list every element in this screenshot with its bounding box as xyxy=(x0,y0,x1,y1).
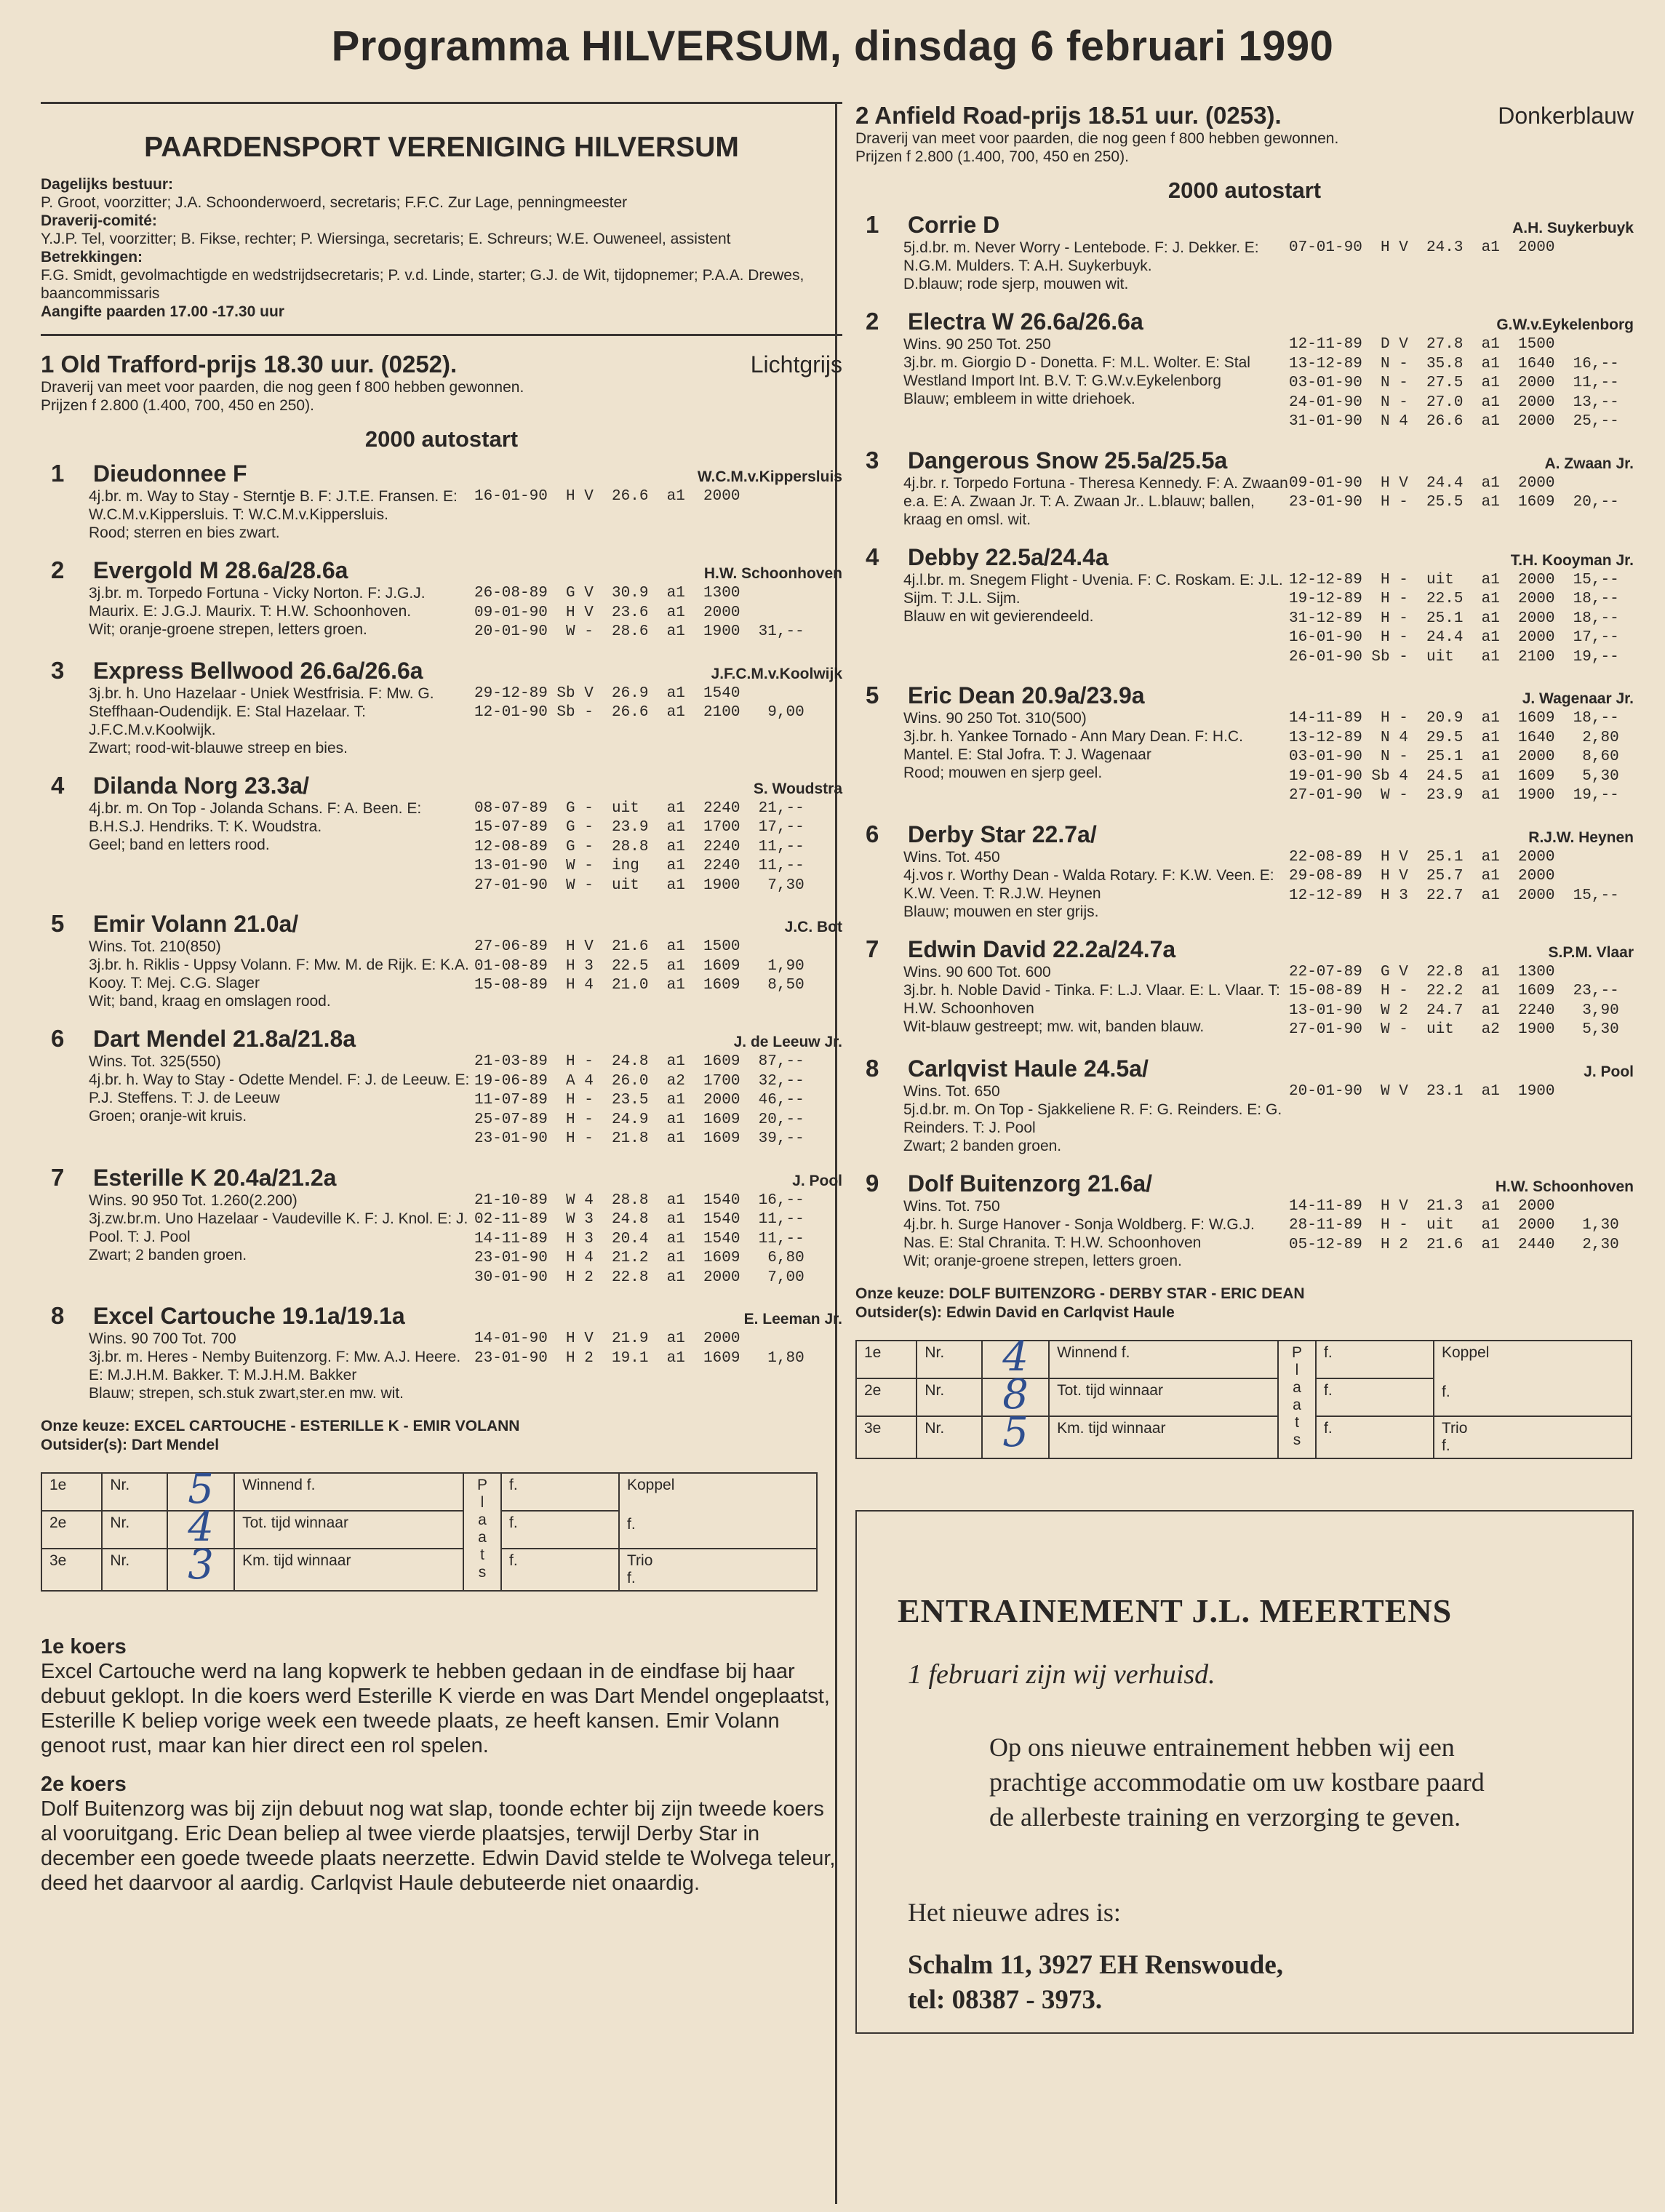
koers1-text: Excel Cartouche werd na lang kopwerk te hebben gedaan in de eindfase bij haar debuut geklopt. In die koers werd Esterille K vierde en was Dart Mendel ongeplaatst, Esterille K beliep vorige week een tweede plaats, ze heeft kansen. Emir Volann genoot rust, maar kan hier direct een rol spelen. xyxy=(41,1660,830,1757)
horse-body xyxy=(903,239,1634,293)
form-position: 2e xyxy=(41,1511,102,1549)
horse-desc-line: Wins. 90 600 Tot. 600 xyxy=(903,963,1051,981)
horse-name: Evergold M 28.6a/28.6a xyxy=(93,557,348,583)
race1-horse-entry xyxy=(41,772,842,896)
form-field-label: Tot. tijd winnaar xyxy=(1049,1378,1278,1416)
horse-results: 27-06-89 H V 21.6 a1 1500 01-08-89 H 3 22.5 a1 1609 1,90 15-08-89 H 4 21.0 a1 1609 8,50 xyxy=(474,938,804,994)
form-position: 2e xyxy=(856,1378,917,1416)
race1-prizes: Prijzen f 2.800 (1.400, 700, 450 en 250). xyxy=(41,397,314,414)
horse-results: 21-03-89 H - 24.8 a1 1609 87,-- 19-06-89 A 4 26.0 a2 1700 32,-- 11-07-89 H - 23.5 a1 2000 46,-- 25-07-89 H - 24.9 a1 1609 20,-- 23-01-90 H - 21.8 a1 1609 39,-- xyxy=(474,1053,804,1147)
form-field-label: Winnend f. xyxy=(1049,1341,1278,1378)
horse-header xyxy=(855,1170,1634,1197)
horse-trainer: J. Wagenaar Jr. xyxy=(1522,690,1634,707)
horse-name: Edwin David 22.2a/24.7a xyxy=(908,935,1176,962)
bestuur-label: Dagelijks bestuur: xyxy=(41,176,174,193)
horse-name: Electra W 26.6a/26.6a xyxy=(908,308,1143,335)
horse-name: Debby 22.5a/24.4a xyxy=(908,543,1109,570)
horse-body xyxy=(89,684,842,757)
race2-form-row xyxy=(856,1416,1632,1458)
form-nr-label: Nr. xyxy=(102,1549,167,1591)
race2-description xyxy=(855,129,1634,166)
horse-header xyxy=(41,1164,842,1191)
form-trio-label: Trio xyxy=(627,1552,653,1569)
race1-horse-entry xyxy=(41,556,842,642)
horse-number: 8 xyxy=(866,1054,879,1082)
horse-name: Dieudonnee F xyxy=(93,460,247,487)
form-field-label: Tot. tijd winnaar xyxy=(234,1511,463,1549)
horse-results: 20-01-90 W V 23.1 a1 1900 xyxy=(1289,1082,1555,1100)
race2-horse-entry xyxy=(855,543,1634,668)
bestuur-text: P. Groot, voorzitter; J.A. Schoonderwoerd, secretaris; F.F.C. Zur Lage, penningmeester xyxy=(41,194,628,211)
horse-results: 22-08-89 H V 25.1 a1 2000 29-08-89 H V 25.7 a1 2000 12-12-89 H 3 22.7 a1 2000 15,-- xyxy=(1289,848,1619,904)
horse-desc-line: 4j.br. m. Way to Stay - Sterntje B. F: J.T.E. Fransen. E: W.C.M.v.Kippersluis. T: W.C.M.v.Kippersluis. xyxy=(89,488,458,523)
race2-keuze xyxy=(855,1285,1634,1322)
horse-number: 3 xyxy=(51,656,65,684)
form-plaats-value: f. xyxy=(501,1473,619,1511)
horse-trainer: H.W. Schoonhoven xyxy=(1495,1178,1634,1195)
horse-number: 7 xyxy=(866,935,879,962)
horse-trainer: S. Woudstra xyxy=(753,780,842,797)
horse-body xyxy=(903,335,1634,432)
ad-address xyxy=(908,1948,1283,2018)
horse-desc-line: 4j.br. m. On Top - Jolanda Schans. F: A. Been. E: B.H.S.J. Hendriks. T: K. Woudstra. xyxy=(89,799,422,835)
race2-horse-entry xyxy=(855,211,1634,293)
horse-body xyxy=(903,963,1634,1040)
race1-desc-line: Draverij van meet voor paarden, die nog geen f 800 hebben gewonnen. xyxy=(41,379,524,396)
handwritten-number: 4 xyxy=(188,1504,214,1551)
koers2-title: 2e koers xyxy=(41,1773,127,1796)
horse-desc-line: Blauw; mouwen en ster grijs. xyxy=(903,903,1099,920)
handwritten-number: 4 xyxy=(1002,1333,1029,1381)
left-column xyxy=(41,102,842,1896)
horse-description xyxy=(89,684,474,757)
horse-desc-line: Wins. 90 950 Tot. 1.260(2.200) xyxy=(89,1191,298,1209)
horse-desc-line: 4j.br. h. Way to Stay - Odette Mendel. F: J. de Leeuw. E: P.J. Steffens. T: J. de Leeuw xyxy=(89,1071,470,1106)
horse-header xyxy=(41,657,842,684)
race1-title: 1 Old Trafford-prijs 18.30 uur. (0252). xyxy=(41,351,458,378)
entrainement-advertisement xyxy=(855,1510,1634,2034)
race2-keuze-text: Onze keuze: DOLF BUITENZORG - DERBY STAR - ERIC DEAN xyxy=(855,1285,1305,1302)
form-plaats-value: f. xyxy=(501,1511,619,1549)
horse-desc-line: Wins. Tot. 750 xyxy=(903,1197,1000,1215)
form-field-label: Winnend f. xyxy=(234,1473,463,1511)
race2-horse-entry xyxy=(855,308,1634,432)
form-nr-label: Nr. xyxy=(102,1511,167,1549)
race1-form-row xyxy=(41,1473,817,1511)
form-plaats-value: f. xyxy=(1316,1416,1434,1458)
page-title: Programma HILVERSUM, dinsdag 6 februari 1990 xyxy=(331,23,1334,70)
horse-trainer: S.P.M. Vlaar xyxy=(1548,943,1634,961)
race2-title: 2 Anfield Road-prijs 18.51 uur. (0253). xyxy=(855,102,1282,129)
betrekkingen-text: F.G. Smidt, gevolmachtigde en wedstrijdsecretaris; P. v.d. Linde, starter; G.J. de Wit, tijdopnemer; P.A.A. Drewes, baancommissaris xyxy=(41,267,804,302)
horse-name: Emir Volann 21.0a/ xyxy=(93,911,299,937)
horse-desc-line: Wins. Tot. 650 xyxy=(903,1082,1000,1100)
form-plaats-value: f. xyxy=(1316,1341,1434,1378)
horse-description xyxy=(89,1330,474,1402)
horse-desc-line: Zwart; 2 banden groen. xyxy=(903,1137,1062,1154)
horse-desc-line: Groen; oranje-wit kruis. xyxy=(89,1108,247,1125)
horse-desc-line: 3j.br. m. Heres - Nemby Buitenzorg. F: Mw. A.J. Heere. E: M.J.H.M. Bakker. T: M.J.H.M. Bakker xyxy=(89,1349,461,1384)
horse-body xyxy=(89,1053,842,1149)
horse-name: Eric Dean 20.9a/23.9a xyxy=(908,682,1145,708)
form-trio-cell xyxy=(619,1549,817,1591)
form-nr-label: Nr. xyxy=(917,1341,982,1378)
horse-number: 1 xyxy=(51,460,65,487)
horse-results: 14-11-89 H - 20.9 a1 1609 18,-- 13-12-89 N 4 29.5 a1 1640 2,80 03-01-90 N - 25.1 a1 2000 8,60 19-01-90 Sb 4 24.5 a1 1609 5,30 27-01-90 W - 23.9 a1 1900 19,-- xyxy=(1289,710,1619,804)
horse-header xyxy=(855,1055,1634,1082)
horse-desc-line: 3j.br. h. Yankee Tornado - Ann Mary Dean. F: H.C. Mantel. E: Stal Jofra. T: J. Wagenaar xyxy=(903,728,1243,763)
horse-name: Excel Cartouche 19.1a/19.1a xyxy=(93,1303,405,1329)
race1-horse-entry xyxy=(41,657,842,757)
form-plaats-value: f. xyxy=(501,1549,619,1591)
aangifte-text: Aangifte paarden 17.00 -17.30 uur xyxy=(41,303,284,320)
race2-prizes: Prijzen f 2.800 (1.400, 700, 450 en 250). xyxy=(855,148,1129,165)
horse-header xyxy=(855,682,1634,709)
horse-header xyxy=(41,910,842,938)
horse-trainer: R.J.W. Heynen xyxy=(1528,828,1634,846)
race2-form-row xyxy=(856,1341,1632,1378)
form-position: 3e xyxy=(856,1416,917,1458)
horse-desc-line: Wit-blauw gestreept; mw. wit, banden blauw. xyxy=(903,1018,1205,1035)
horse-desc-line: 3j.br. m. Torpedo Fortuna - Vicky Norton. F: J.G.J. Maurix. E: J.G.J. Maurix. T: H.W. Schoonhoven. xyxy=(89,585,426,620)
horse-description xyxy=(903,1082,1289,1155)
horse-desc-line: Wins. 90 250 Tot. 250 xyxy=(903,336,1051,353)
club-text xyxy=(41,175,842,321)
ad-phone: tel: 08387 - 3973. xyxy=(908,1984,1103,2015)
horse-description xyxy=(89,1191,474,1288)
horse-desc-line: Wins. Tot. 210(850) xyxy=(89,938,221,955)
horse-description xyxy=(89,584,474,642)
handwritten-number: 5 xyxy=(188,1466,214,1513)
horse-description xyxy=(903,848,1289,921)
form-plaats-value: f. xyxy=(1316,1378,1434,1416)
form-trio-value: f. xyxy=(1442,1437,1450,1454)
form-koppel-value: f. xyxy=(627,1516,636,1533)
race1-description xyxy=(41,378,842,415)
horse-desc-line: 4j.l.br. m. Snegem Flight - Uvenia. F: C. Roskam. E: J.L. Sijm. T: J.L. Sijm. xyxy=(903,571,1283,607)
horse-desc-line: Zwart; rood-wit-blauwe streep en bies. xyxy=(89,739,348,756)
horse-desc-line: Geel; band en letters rood. xyxy=(89,836,270,853)
horse-name: Express Bellwood 26.6a/26.6a xyxy=(93,657,423,684)
horse-trainer: A. Zwaan Jr. xyxy=(1544,455,1634,472)
betrekkingen-label: Betrekkingen: xyxy=(41,249,143,265)
ad-title: ENTRAINEMENT J.L. MEERTENS xyxy=(898,1592,1453,1629)
horse-description xyxy=(903,571,1289,668)
horse-number: 4 xyxy=(51,771,65,799)
horse-header xyxy=(41,556,842,584)
race2-horse-list xyxy=(855,211,1634,1270)
horse-description xyxy=(903,963,1289,1040)
horse-number: 6 xyxy=(866,820,879,847)
horse-name: Dolf Buitenzorg 21.6a/ xyxy=(908,1170,1153,1197)
horse-desc-line: 4j.br. h. Surge Hanover - Sonja Woldberg. F: W.G.J. Nas. E: Stal Chranita. T: H.W. Schoonhoven xyxy=(903,1215,1255,1251)
horse-desc-line: Wins. Tot. 325(550) xyxy=(89,1053,221,1070)
form-koppel-value: f. xyxy=(1442,1383,1450,1400)
horse-description xyxy=(89,487,474,542)
horse-body xyxy=(89,1191,842,1288)
race1-outsider-text: Outsider(s): Dart Mendel xyxy=(41,1437,220,1453)
horse-results: 16-01-90 H V 26.6 a1 2000 xyxy=(474,488,740,505)
form-nr-label: Nr. xyxy=(917,1378,982,1416)
horse-description xyxy=(903,239,1289,293)
horse-desc-line: Wit; band, kraag en omslagen rood. xyxy=(89,993,331,1010)
horse-desc-line: Rood; sterren en bies zwart. xyxy=(89,524,280,541)
form-trio-label: Trio xyxy=(1442,1419,1468,1437)
handwritten-number: 5 xyxy=(1002,1408,1029,1456)
form-koppel-cell xyxy=(619,1473,817,1549)
horse-header xyxy=(41,1025,842,1053)
horse-number: 2 xyxy=(866,308,879,335)
horse-body xyxy=(903,848,1634,921)
horse-desc-line: D.blauw; rode sjerp, mouwen wit. xyxy=(903,276,1129,292)
ad-address-line: Schalm 11, 3927 EH Renswoude, xyxy=(908,1949,1284,1980)
horse-body xyxy=(89,1330,842,1402)
race2-desc-line: Draverij van meet voor paarden, die nog geen f 800 hebben gewonnen. xyxy=(855,130,1339,147)
horse-desc-line: Blauw; strepen, sch.stuk zwart,ster.en mw. wit. xyxy=(89,1385,404,1402)
race1-header xyxy=(41,351,842,378)
horse-body xyxy=(903,709,1634,806)
horse-trainer: A.H. Suykerbuyk xyxy=(1512,220,1634,236)
horse-desc-line: Blauw; embleem in witte driehoek. xyxy=(903,391,1135,407)
race2-color: Donkerblauw xyxy=(1498,103,1634,129)
ad-body: Op ons nieuwe entrainement hebben wij een prachtige accommodatie om uw kostbare paard de allerbeste training en verzorging te geven. xyxy=(989,1732,1485,1832)
race2-horse-entry xyxy=(855,1170,1634,1270)
horse-results: 21-10-89 W 4 28.8 a1 1540 16,-- 02-11-89 W 3 24.8 a1 1540 11,-- 14-11-89 H 3 20.4 a1 1540 11,-- 23-01-90 H 4 21.2 a1 1609 6,80 30-01-90 H 2 22.8 a1 2000 7,00 xyxy=(474,1191,804,1286)
race2-header xyxy=(855,102,1634,129)
form-koppel-cell xyxy=(1434,1341,1632,1416)
horse-body xyxy=(89,799,842,896)
horse-results: 12-11-89 D V 27.8 a1 1500 13-12-89 N - 35.8 a1 1640 16,-- 03-01-90 N - 27.5 a1 2000 11,-- 24-01-90 N - 27.0 a1 2000 13,-- 31-01-90 N 4 26.6 a1 2000 25,-- xyxy=(1289,336,1619,430)
horse-name: Dart Mendel 21.8a/21.8a xyxy=(93,1026,356,1052)
horse-name: Dangerous Snow 25.5a/25.5a xyxy=(908,447,1228,474)
club-info-box xyxy=(41,102,842,336)
horse-description xyxy=(903,1197,1289,1270)
race1-start-type: 2000 autostart xyxy=(364,426,519,452)
horse-name: Carlqvist Haule 24.5a/ xyxy=(908,1055,1149,1082)
form-plaats-label: P l a a t s xyxy=(1278,1341,1316,1458)
form-plaats-label: P l a a t s xyxy=(463,1473,501,1591)
horse-results: 12-12-89 H - uit a1 2000 15,-- 19-12-89 H - 22.5 a1 2000 18,-- 31-12-89 H - 25.1 a1 2000 18,-- 16-01-90 H - 24.4 a1 2000 17,-- 26-01-90 Sb - uit a1 2100 19,-- xyxy=(1289,571,1619,666)
horse-number: 6 xyxy=(51,1025,65,1052)
horse-body xyxy=(89,938,842,1010)
horse-trainer: J. de Leeuw Jr. xyxy=(733,1034,842,1050)
horse-header xyxy=(855,308,1634,335)
horse-number: 4 xyxy=(866,543,879,570)
horse-desc-line: 4j.vos r. Worthy Dean - Walda Rotary. F: K.W. Veen. E: K.W. Veen. T: R.J.W. Heynen xyxy=(903,866,1274,902)
horse-desc-line: 3j.br. h. Uno Hazelaar - Uniek Westfrisia. F: Mw. G. Steffhaan-Oudendijk. E: Stal Hazelaar. T: J.F.C.M.v.Koolwijk. xyxy=(89,684,434,738)
horse-header xyxy=(855,820,1634,848)
form-nr-label: Nr. xyxy=(917,1416,982,1458)
koers1-title: 1e koers xyxy=(41,1635,127,1658)
race1-color: Lichtgrijs xyxy=(750,351,842,378)
horse-body xyxy=(903,1082,1634,1155)
race1-horse-entry xyxy=(41,1025,842,1149)
horse-results: 08-07-89 G - uit a1 2240 21,-- 15-07-89 G - 23.9 a1 1700 17,-- 12-08-89 G - 28.8 a1 2240 11,-- 13-01-90 W - ing a1 2240 11,-- 27-01-90 W - uit a1 1900 7,30 xyxy=(474,799,804,894)
comite-text: Y.J.P. Tel, voorzitter; B. Fikse, rechter; P. Wiersinga, secretaris; E. Schreurs; W.E. Ouweneel, assistent xyxy=(41,231,731,247)
race2-horse-entry xyxy=(855,1055,1634,1155)
horse-header xyxy=(41,772,842,799)
race2-result-form xyxy=(855,1333,1632,1459)
koers1-section xyxy=(41,1635,842,1758)
horse-name: Derby Star 22.7a/ xyxy=(908,820,1097,847)
horse-number: 9 xyxy=(866,1169,879,1197)
horse-body xyxy=(89,487,842,542)
horse-name: Esterille K 20.4a/21.2a xyxy=(93,1164,337,1191)
ad-address-label: Het nieuwe adres is: xyxy=(908,1897,1121,1927)
horse-trainer: J. Pool xyxy=(1584,1063,1634,1080)
form-field-label: Km. tijd winnaar xyxy=(234,1549,463,1591)
horse-desc-line: 3j.br. h. Riklis - Uppsy Volann. F: Mw. M. de Rijk. E: K.A. Kooy. T: Mej. C.G. Slager xyxy=(89,957,469,991)
horse-desc-line: Wit; oranje-groene strepen, letters groen. xyxy=(89,621,367,638)
horse-desc-line: 3j.zw.br.m. Uno Hazelaar - Vaudeville K. F: J. Knol. E: J. Pool. T: J. Pool xyxy=(89,1210,468,1245)
horse-desc-line: 3j.br. m. Giorgio D - Donetta. F: M.L. Wolter. E: Stal Westland Import Int. B.V. T: G.W.v.Eykelenborg xyxy=(903,354,1250,389)
horse-desc-line: Wins. 90 250 Tot. 310(500) xyxy=(903,710,1087,727)
form-koppel-label: Koppel xyxy=(1442,1343,1490,1361)
horse-results: 29-12-89 Sb V 26.9 a1 1540 12-01-90 Sb - 26.6 a1 2100 9,00 xyxy=(474,684,804,721)
horse-trainer: T.H. Kooyman Jr. xyxy=(1510,551,1634,569)
horse-desc-line: Wins. Tot. 450 xyxy=(903,848,1000,866)
horse-header xyxy=(855,211,1634,239)
horse-body xyxy=(89,584,842,642)
handwritten-number: 3 xyxy=(188,1541,214,1589)
horse-trainer: W.C.M.v.Kippersluis xyxy=(697,468,842,485)
horse-number: 5 xyxy=(51,910,65,937)
form-trio-value: f. xyxy=(627,1570,636,1586)
race1-horse-list xyxy=(41,460,842,1402)
koers2-text: Dolf Buitenzorg was bij zijn debuut nog wat slap, toonde echter bij zijn tweede koers al vooruitgang. Eric Dean beliep al twee vierde plaatsjes, terwijl Derby Star in december een goede tweede plaats neerzette. Edwin David stelde te Wolvega teleur, deed het daarvoor al aardig. Carlqvist Haule debuteerde niet onaardig. xyxy=(41,1797,836,1895)
horse-desc-line: Zwart; 2 banden groen. xyxy=(89,1246,247,1263)
race2-start-type: 2000 autostart xyxy=(1167,177,1322,203)
race2-horse-entry xyxy=(855,447,1634,529)
race1-keuze-text: Onze keuze: EXCEL CARTOUCHE - ESTERILLE K - EMIR VOLANN xyxy=(41,1418,520,1434)
race1-horse-entry xyxy=(41,1164,842,1288)
horse-results: 14-01-90 H V 21.9 a1 2000 23-01-90 H 2 19.1 a1 1609 1,80 xyxy=(474,1330,804,1367)
form-position: 3e xyxy=(41,1549,102,1591)
horse-description xyxy=(89,799,474,896)
horse-trainer: J. Pool xyxy=(792,1172,842,1189)
horse-results: 09-01-90 H V 24.4 a1 2000 23-01-90 H - 25.5 a1 1609 20,-- xyxy=(1289,474,1619,511)
horse-header xyxy=(855,543,1634,571)
form-position: 1e xyxy=(856,1341,917,1378)
horse-results: 07-01-90 H V 24.3 a1 2000 xyxy=(1289,239,1555,256)
race2-horse-entry xyxy=(855,682,1634,806)
horse-desc-line: 5j.d.br. m. On Top - Sjakkeliene R. F: G. Reinders. E: G. Reinders. T: J. Pool xyxy=(903,1101,1282,1136)
horse-trainer: J.F.C.M.v.Koolwijk xyxy=(711,665,842,682)
form-handwritten-cell xyxy=(982,1408,1049,1458)
form-field-label: Km. tijd winnaar xyxy=(1049,1416,1278,1458)
horse-description xyxy=(89,1053,474,1149)
horse-header xyxy=(41,1302,842,1330)
horse-desc-line: 4j.br. r. Torpedo Fortuna - Theresa Kennedy. F: A. Zwaan e.a. E: A. Zwaan Jr. T: A. Zwaan Jr.. L.blauw; ballen, kraag en omsl. wit. xyxy=(903,474,1288,528)
horse-name: Corrie D xyxy=(908,212,1000,238)
horse-desc-line: Wit; oranje-groene strepen, letters groen. xyxy=(903,1252,1182,1269)
horse-body xyxy=(903,1197,1634,1270)
horse-number: 7 xyxy=(51,1163,65,1191)
horse-desc-line: Wins. 90 700 Tot. 700 xyxy=(89,1330,236,1347)
horse-desc-line: 5j.d.br. m. Never Worry - Lentebode. F: J. Dekker. E: N.G.M. Mulders. T: A.H. Suykerbuyk. xyxy=(903,239,1259,274)
club-title: PAARDENSPORT VERENIGING HILVERSUM xyxy=(144,132,739,163)
form-trio-cell xyxy=(1434,1416,1632,1458)
koers2-section xyxy=(41,1773,842,1896)
race2-horse-entry xyxy=(855,820,1634,921)
form-handwritten-cell xyxy=(167,1541,234,1591)
comite-label: Draverij-comité: xyxy=(41,212,157,229)
right-column xyxy=(855,102,1634,2034)
horse-description xyxy=(903,709,1289,806)
form-koppel-label: Koppel xyxy=(627,1477,675,1493)
race1-horse-entry xyxy=(41,460,842,542)
horse-number: 2 xyxy=(51,556,65,583)
race1-form-row xyxy=(41,1549,817,1591)
race2-outsider-text: Outsider(s): Edwin David en Carlqvist Haule xyxy=(855,1303,1175,1321)
horse-desc-line: 3j.br. h. Noble David - Tinka. F: L.J. Vlaar. E: L. Vlaar. T: H.W. Schoonhoven xyxy=(903,981,1280,1017)
race1-result-form xyxy=(41,1466,818,1592)
horse-header xyxy=(855,935,1634,963)
horse-trainer: H.W. Schoonhoven xyxy=(703,565,842,582)
horse-header xyxy=(41,460,842,487)
ad-subtitle: 1 februari zijn wij verhuisd. xyxy=(908,1658,1215,1690)
horse-desc-line: Blauw en wit gevierendeeld. xyxy=(903,607,1094,625)
race1-horse-entry xyxy=(41,910,842,1010)
horse-header xyxy=(855,447,1634,474)
horse-number: 5 xyxy=(866,682,879,708)
horse-number: 3 xyxy=(866,446,879,474)
handwritten-number: 8 xyxy=(1002,1370,1029,1418)
race1-keuze xyxy=(41,1417,842,1455)
horse-description xyxy=(89,938,474,1010)
horse-name: Dilanda Norg 23.3a/ xyxy=(93,772,309,799)
horse-results: 14-11-89 H V 21.3 a1 2000 28-11-89 H - uit a1 2000 1,30 05-12-89 H 2 21.6 a1 2440 2,30 xyxy=(1289,1197,1619,1253)
form-nr-label: Nr. xyxy=(102,1473,167,1511)
horse-number: 1 xyxy=(866,211,879,238)
race2-horse-entry xyxy=(855,935,1634,1040)
horse-trainer: J.C. Bot xyxy=(784,919,842,935)
horse-body xyxy=(903,571,1634,668)
horse-results: 26-08-89 G V 30.9 a1 1300 09-01-90 H V 23.6 a1 2000 20-01-90 W - 28.6 a1 1900 31,-- xyxy=(474,585,804,640)
horse-description xyxy=(903,474,1289,529)
horse-desc-line: Rood; mouwen en sjerp geel. xyxy=(903,764,1103,781)
horse-body xyxy=(903,474,1634,529)
horse-results: 22-07-89 G V 22.8 a1 1300 15-08-89 H - 22.2 a1 1609 23,-- 13-01-90 W 2 24.7 a1 2240 3,90 27-01-90 W - uit a2 1900 5,30 xyxy=(1289,963,1619,1038)
form-position: 1e xyxy=(41,1473,102,1511)
horse-number: 8 xyxy=(51,1302,65,1329)
race1-horse-entry xyxy=(41,1302,842,1402)
horse-trainer: E. Leeman Jr. xyxy=(743,1311,842,1327)
horse-description xyxy=(903,335,1289,432)
horse-trainer: G.W.v.Eykelenborg xyxy=(1496,316,1634,333)
